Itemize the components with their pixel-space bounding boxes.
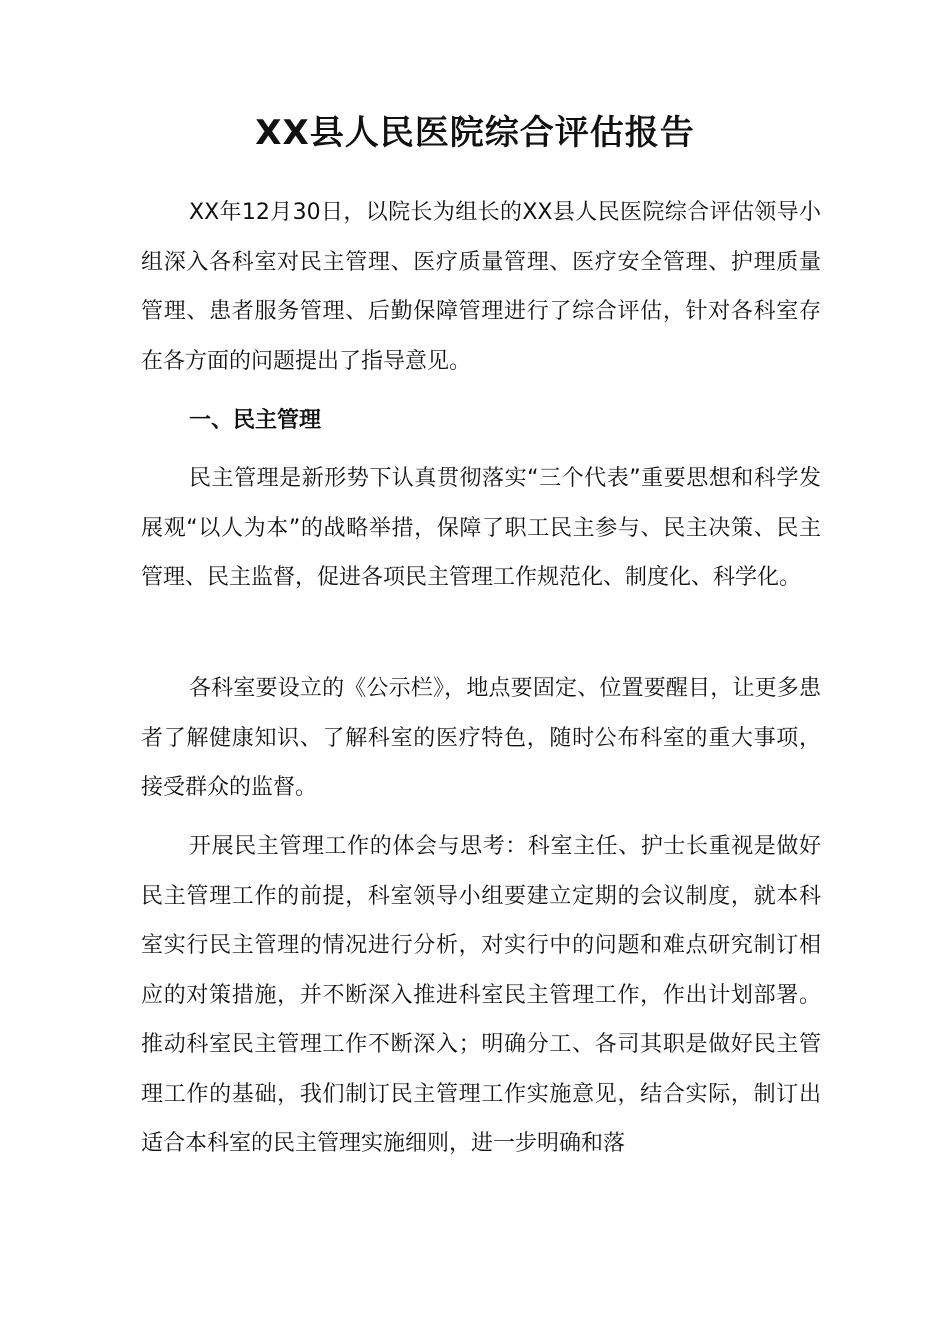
body-paragraph-2: 各科室要设立的《公示栏》，地点要固定、位置要醒目，让更多患者了解健康知识、了解科室的医疗特色，随时公布科室的重大事项，接受群众的监督。 <box>141 676 821 800</box>
body-paragraph-3: 开展民主管理工作的体会与思考：科室主任、护士长重视是做好民主管理工作的前提，科室领导小组要建立定期的会议制度，就本科室实行民主管理的情况进行分析，对实行中的问题和难点研究制订相应的对策措施，并不断深入推进科室民主管理工作，作出计划部署。推动科室民主管理工作不断深入；明确分工、各司其职是做好民主管理工作的基础，我们制订民主管理工作实施意见，结合实际，制订出适合本科室的民主管理实施细则，进一步明确和落 <box>141 834 821 1156</box>
body-paragraph-1: 民主管理是新形势下认真贯彻落实“三个代表”重要思想和科学发展观“以人为本”的战略举措，保障了职工民主参与、民主决策、民主管理、民主监督，促进各项民主管理工作规范化、制度化、科学化。 <box>141 466 821 590</box>
section-heading: 一、民主管理 <box>189 408 322 433</box>
document-title: XX县人民医院综合评估报告 <box>255 113 695 153</box>
intro-paragraph: XX年12月30日，以院长为组长的XX县人民医院综合评估领导小组深入各科室对民主管理、医疗质量管理、医疗安全管理、护理质量管理、患者服务管理、后勤保障管理进行了综合评估，针对各科室存在各方面的问题提出了指导意见。 <box>141 200 821 374</box>
